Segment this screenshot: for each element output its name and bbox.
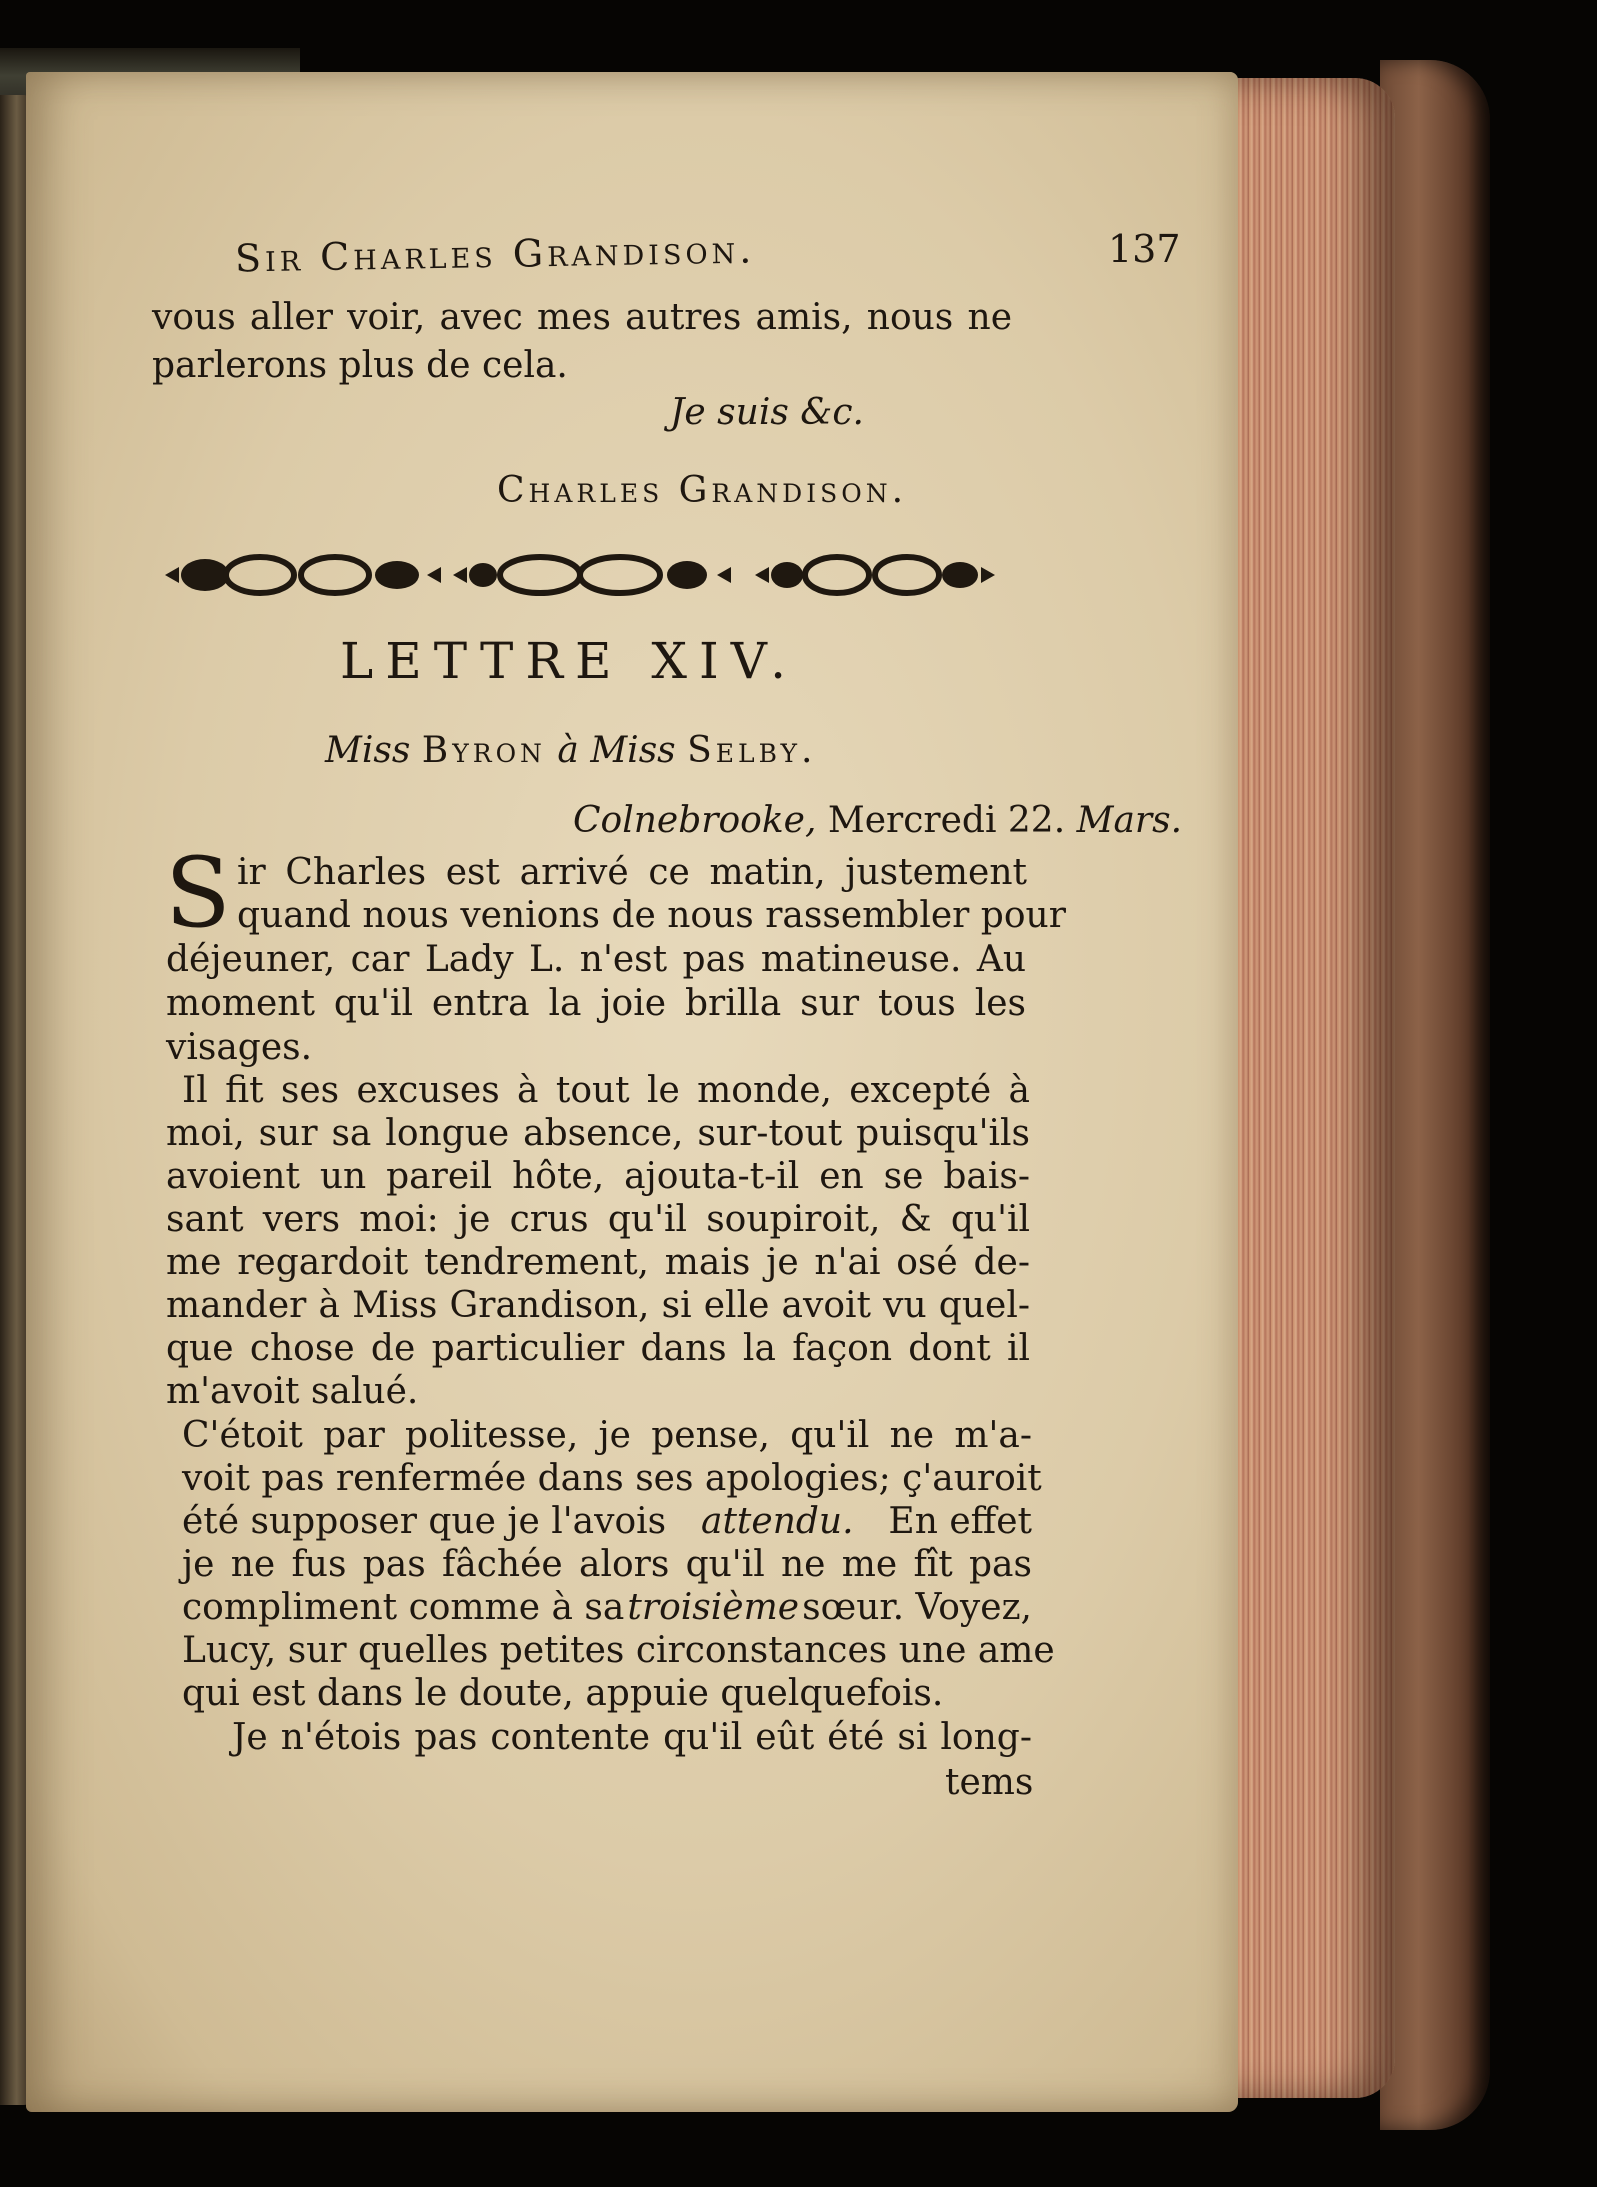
body-line-part: sœur. Voyez, [802, 1587, 1032, 1628]
body-line: mander à Miss Grandison, si elle avoit vu quel- [166, 1285, 1030, 1326]
closing-formula: Je suis &c. [670, 392, 864, 433]
body-line-part: été supposer que je l'avois [182, 1501, 667, 1542]
body-line: voit pas renfermée dans ses apologies; ç'auroit [182, 1458, 1042, 1499]
body-line: moi, sur sa longue absence, sur-tout puisqu'ils [166, 1113, 1030, 1154]
ornament-group [165, 557, 995, 593]
body-line: je ne fus pas fâchée alors qu'il ne me fît pas [182, 1544, 1032, 1585]
running-head: Sir Charles Grandison. [234, 227, 756, 281]
body-line: avoient un pareil hôte, ajouta-t-il en se bais- [166, 1156, 1030, 1197]
body-line: parlerons plus de cela. [152, 345, 568, 386]
dateline-month: Mars. [1076, 800, 1183, 841]
body-line: ir Charles est arrivé ce matin, justement [237, 852, 1027, 893]
letter-heading: LETTRE XIV. [340, 632, 798, 690]
book-cover-edge [1380, 60, 1490, 2130]
catchword: tems [945, 1762, 1034, 1803]
page-number: 137 [1108, 227, 1181, 271]
addressee-preposition: à [557, 730, 579, 771]
body-line-part: En effet [888, 1501, 1032, 1542]
dateline-date: Mercredi 22. [827, 800, 1066, 841]
body-line: visages. [166, 1027, 313, 1068]
body-line-italic: attendu. [701, 1501, 854, 1542]
letter-dateline [573, 800, 1182, 841]
body-line: Il fit ses excuses à tout le monde, excepté à [182, 1070, 1030, 1111]
body-line: vous aller voir, avec mes autres amis, nous ne [152, 297, 1012, 338]
body-line: que chose de particulier dans la façon dont il [166, 1328, 1030, 1369]
body-line: C'étoit par politesse, je pense, qu'il ne m'a- [182, 1415, 1032, 1456]
body-line: quand nous venions de nous rassembler pour [237, 895, 1066, 936]
letter-addressee [325, 730, 817, 771]
dateline-place: Colnebrooke, [573, 800, 817, 841]
addressee-to-name: Selby. [687, 730, 817, 771]
addressee-to-title: Miss [590, 730, 676, 771]
body-line [182, 1587, 1032, 1628]
body-line: Lucy, sur quelles petites circonstances une ame [182, 1630, 1055, 1671]
body-line: déjeuner, car Lady L. n'est pas matineuse. Au [166, 939, 1026, 980]
body-line: me regardoit tendrement, mais je n'ai osé de- [166, 1242, 1030, 1283]
body-line-part: compliment comme à sa [182, 1587, 625, 1628]
body-line: Je n'étois pas contente qu'il eût été si long- [232, 1717, 1032, 1758]
addressee-from-title: Miss [325, 730, 411, 771]
addressee-from-name: Byron [421, 730, 546, 771]
body-line: moment qu'il entra la joie brilla sur tous les [166, 983, 1026, 1024]
drop-cap: S [165, 837, 231, 949]
body-line: sant vers moi: je crus qu'il soupiroit, & qu'il [166, 1199, 1030, 1240]
signature: Charles Grandison. [497, 470, 908, 511]
body-line [182, 1501, 1032, 1542]
printers-ornament [165, 552, 995, 598]
body-line: qui est dans le doute, appuie quelquefois. [182, 1673, 944, 1714]
body-line-italic: troisième [627, 1587, 800, 1628]
body-line: m'avoit salué. [166, 1371, 419, 1412]
